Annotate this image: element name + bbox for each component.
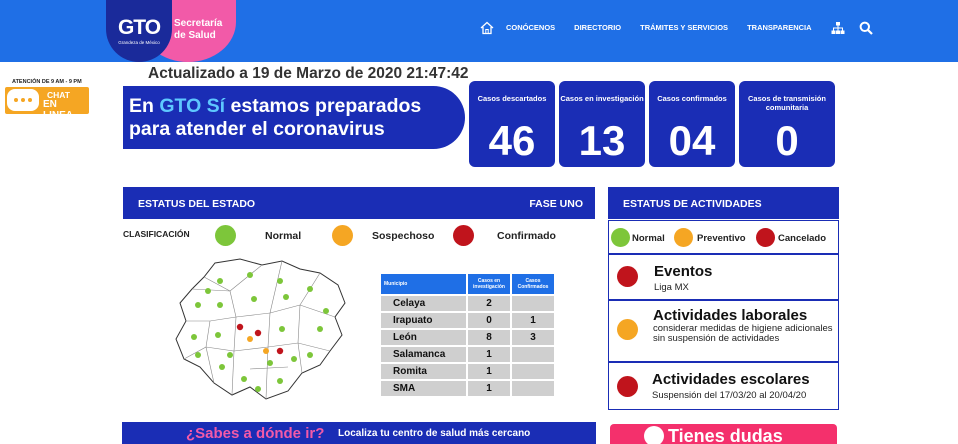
stat-label: Casos confirmados: [657, 94, 727, 103]
investigacion-cell: 0: [468, 313, 510, 328]
municipio-cell: León: [381, 330, 466, 345]
stat-transmision-comunitaria: [739, 81, 835, 167]
confirmados-cell: [512, 347, 554, 362]
hero-rest: estamos preparados: [225, 95, 422, 117]
actividad-title: Actividades laborales: [653, 307, 808, 324]
gto-logo-text: GTO: [117, 15, 161, 39]
stat-value: 0: [775, 117, 799, 164]
confirmados-cell: [512, 296, 554, 311]
home-icon[interactable]: [480, 21, 494, 35]
table-row: [381, 381, 554, 396]
stat-label: Casos en investigación: [560, 94, 644, 103]
nav-tramites[interactable]: TRÁMITES Y SERVICIOS: [640, 23, 729, 32]
hero-prefix: En: [129, 95, 160, 117]
secretaria-line2: de Salud: [174, 30, 216, 41]
municipio-cell: Salamanca: [381, 347, 466, 362]
stat-value: 04: [668, 117, 716, 164]
table-row: [381, 364, 554, 379]
stat-value: 46: [488, 117, 536, 164]
last-updated: Actualizado a 19 de Marzo de 2020 21:47:42: [148, 65, 469, 82]
legend-normal: Normal: [632, 233, 665, 244]
nav-conocenos[interactable]: CONÓCENOS: [506, 23, 556, 32]
stat-descartados: [469, 81, 555, 167]
status-dot: [617, 319, 638, 340]
estatus-estado-header: [123, 187, 595, 219]
confirmados-cell: 3: [512, 330, 554, 345]
status-dot: [617, 266, 638, 287]
estatus-actividades-title: ESTATUS DE ACTIVIDADES: [623, 198, 762, 210]
guanajuato-map[interactable]: [170, 255, 350, 405]
normal-dot: [611, 228, 630, 247]
localiza-text: Localiza tu centro de salud más cercano: [338, 428, 531, 439]
chat-bubble-icon: [7, 89, 39, 111]
table-row: [381, 296, 554, 311]
preventivo-dot: [674, 228, 693, 247]
actividad-sub: considerar medidas de higiene adicionales sin suspensión de actividades: [653, 323, 833, 344]
sabes-a-donde-ir-banner[interactable]: [122, 422, 596, 444]
municipio-cell: Irapuato: [381, 313, 466, 328]
stat-investigacion: [559, 81, 645, 167]
actividad-title: Actividades escolares: [652, 371, 810, 388]
table-header-row: [381, 274, 554, 294]
sabes-question: ¿Sabes a dónde ir?: [186, 425, 325, 442]
confirmados-cell: 1: [512, 313, 554, 328]
search-icon[interactable]: [859, 21, 873, 35]
confirmado-dot: [453, 225, 474, 246]
top-navigation-bar: [0, 0, 958, 62]
actividad-title: Eventos: [654, 263, 713, 280]
actividades-legend: [608, 220, 839, 254]
chat-hours: ATENCIÓN DE 9 AM - 9 PM: [12, 79, 82, 85]
table-row: [381, 330, 554, 345]
actividad-sub: Liga MX: [654, 282, 689, 293]
tienes-dudas-label: Tienes dudas: [668, 426, 783, 444]
normal-dot: [215, 225, 236, 246]
estatus-estado-title: ESTATUS DEL ESTADO: [138, 198, 256, 210]
actividad-laborales: [608, 300, 839, 362]
casos-table: [379, 272, 556, 398]
investigacion-cell: 8: [468, 330, 510, 345]
main-nav: [480, 18, 887, 38]
confirmados-cell: [512, 381, 554, 396]
sospechoso-dot: [332, 225, 353, 246]
actividad-eventos: [608, 254, 839, 300]
fase-label: FASE UNO: [529, 198, 583, 210]
confirmados-cell: [512, 364, 554, 379]
chat-label-1: CHAT: [47, 90, 70, 100]
clasificacion-label: CLASIFICACIÓN: [123, 229, 190, 239]
col-investigacion: Casos en investigación: [468, 274, 510, 294]
stat-value: 13: [578, 117, 626, 164]
hero-gto: GTO Sí: [159, 95, 226, 117]
hero-line2: para atender el coronavirus: [129, 118, 385, 140]
municipio-cell: Celaya: [381, 296, 466, 311]
status-dot: [617, 376, 638, 397]
legend-sospechoso: Sospechoso: [372, 230, 435, 242]
gto-logo-subtext: Grandeza de México: [118, 39, 160, 45]
nav-directorio[interactable]: DIRECTORIO: [574, 23, 622, 32]
stat-label: Casos de transmisión comunitaria: [748, 94, 826, 112]
legend-preventivo: Preventivo: [697, 233, 746, 244]
sitemap-icon[interactable]: [831, 21, 845, 35]
municipio-cell: Romita: [381, 364, 466, 379]
stat-confirmados: [649, 81, 735, 167]
cancelado-dot: [756, 228, 775, 247]
chat-label-2: EN LINEA: [43, 99, 73, 121]
investigacion-cell: 1: [468, 364, 510, 379]
legend-normal: Normal: [265, 230, 302, 242]
table-row: [381, 347, 554, 362]
actividad-escolares: [608, 362, 839, 410]
municipio-cell: SMA: [381, 381, 466, 396]
investigacion-cell: 1: [468, 347, 510, 362]
actividad-sub: Suspensión del 17/03/20 al 20/04/20: [652, 390, 807, 401]
secretaria-line1: Secretaría: [174, 18, 223, 29]
table-row: [381, 313, 554, 328]
phone-icon: [644, 426, 664, 444]
nav-transparencia[interactable]: TRANSPARENCIA: [747, 23, 812, 32]
estatus-actividades-header: [608, 187, 839, 219]
tienes-dudas-button[interactable]: [610, 424, 837, 444]
col-municipio: Municipio: [381, 274, 466, 294]
investigacion-cell: 1: [468, 381, 510, 396]
legend-cancelado: Cancelado: [778, 233, 827, 244]
investigacion-cell: 2: [468, 296, 510, 311]
hero-banner: [123, 86, 465, 149]
col-confirmados: Casos Confirmados: [512, 274, 554, 294]
legend-confirmado: Confirmado: [497, 230, 556, 242]
chat-en-linea-button[interactable]: [5, 87, 89, 121]
hero-line1: [129, 95, 465, 118]
secretaria-logo-text: [174, 18, 222, 42]
stat-label: Casos descartados: [477, 94, 547, 103]
